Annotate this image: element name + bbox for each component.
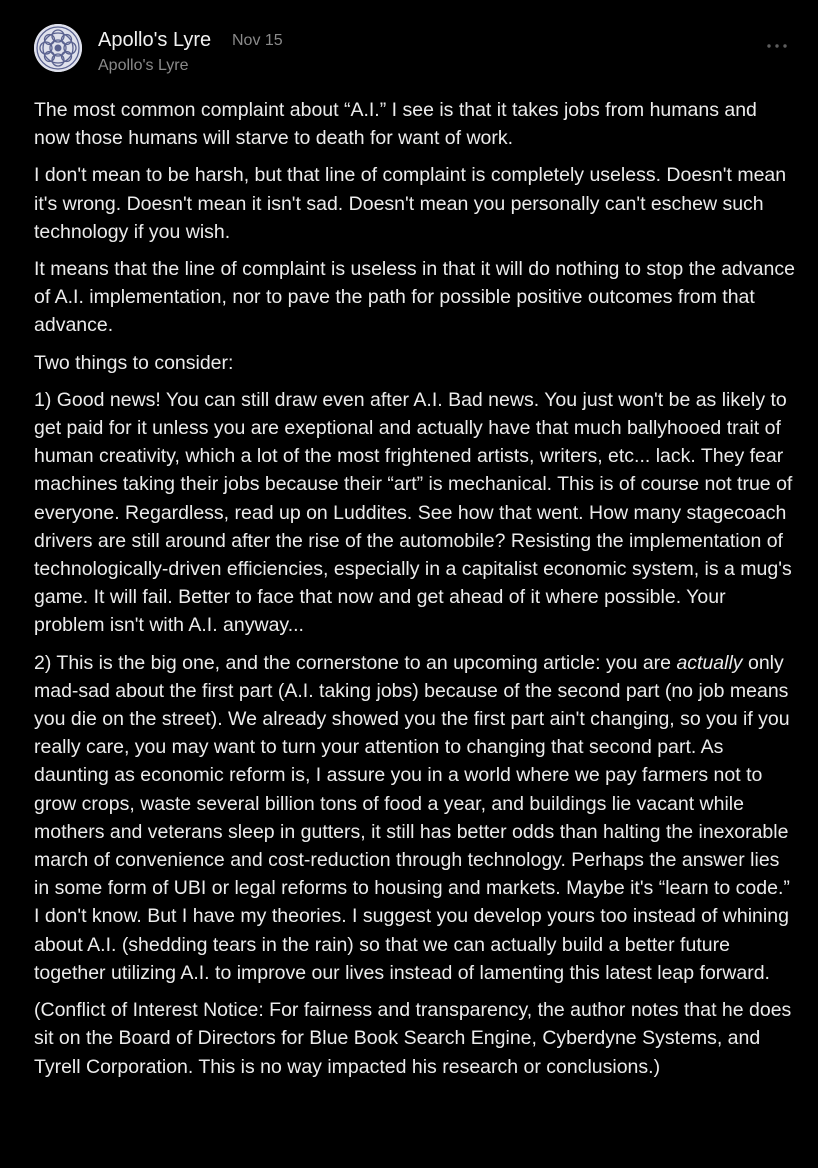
post-date[interactable]: Nov 15 bbox=[232, 32, 283, 49]
author-name[interactable]: Apollo's Lyre bbox=[98, 29, 212, 51]
post-paragraph bbox=[34, 649, 796, 987]
more-horizontal-icon[interactable] bbox=[766, 42, 788, 50]
publication-name[interactable]: Apollo's Lyre bbox=[98, 57, 189, 74]
post-body bbox=[34, 96, 796, 1090]
post-header bbox=[34, 24, 794, 76]
post-paragraph: It means that the line of complaint is useless in that it will do nothing to stop the advance of A.I. implementation, nor to pave the path for possible positive outcomes from that advance. bbox=[34, 258, 795, 337]
paragraph-text: only mad-sad about the first part (A.I. taking jobs) because of the second part (no job means you die on the street). We already showed you the first part ain't changing, so you if you really care, you may want to turn your attention to changing that second part. As daunting as economic reform is, I assure you in a world where we pay farmers not to grow crops, waste several billion tons of food a year, and buildings lie vacant while mothers and veterans sleep in gutters, it still has better odds than halting the inexorable march of convenience and cost-reduction through technology. Perhaps the answer lies in some form of UBI or legal reforms to housing and markets. Maybe it's “learn to code.” I don't know. But I have my theories. I suggest you develop yours too instead of whining about A.I. (shedding tears in the rain) so that we can actually build a better future together utilizing A.I. to improve our lives instead of lamenting this latest leap forward. bbox=[34, 651, 790, 984]
post-paragraph: I don't mean to be harsh, but that line of complaint is completely useless. Doesn't mean it's wrong. Doesn't mean it isn't sad. Doesn't mean you personally can't eschew such technology if you wish. bbox=[34, 164, 787, 243]
mandala-avatar-icon[interactable] bbox=[34, 24, 82, 72]
paragraph-text: 2) This is the big one, and the cornerstone to an upcoming article: you are bbox=[34, 651, 677, 674]
post-paragraph: 1) Good news! You can still draw even after A.I. Bad news. You just won't be as likely to get paid for it unless you are exeptional and actually have that much ballyhooed trait of human creativity, which a lot of the most frightened artists, writers, etc... lack. They fear machines taking their jobs because their “art” is mechanical. This is of course not true of everyone. Regardless, read up on Luddites. See how that went. How many stagecoach drivers are still around after the rise of the automobile? Resisting the implementation of technologically-driven efficiencies, especially in a capitalist economic system, is a mug's game. It will fail. Better to face that now and get ahead of it where possible. Your problem isn't with A.I. anyway... bbox=[34, 388, 793, 637]
conflict-notice: (Conflict of Interest Notice: For fairness and transparency, the author notes that he does sit on the Board of Directors for Blue Book Search Engine, Cyberdyne Systems, and Tyrell Corporation. This is no way impacted his research or conclusions.) bbox=[34, 999, 792, 1078]
post-paragraph: Two things to consider: bbox=[34, 351, 234, 374]
emphasis-text: actually bbox=[676, 651, 743, 674]
post-paragraph: The most common complaint about “A.I.” I see is that it takes jobs from humans and now those humans will starve to death for want of work. bbox=[34, 99, 757, 150]
